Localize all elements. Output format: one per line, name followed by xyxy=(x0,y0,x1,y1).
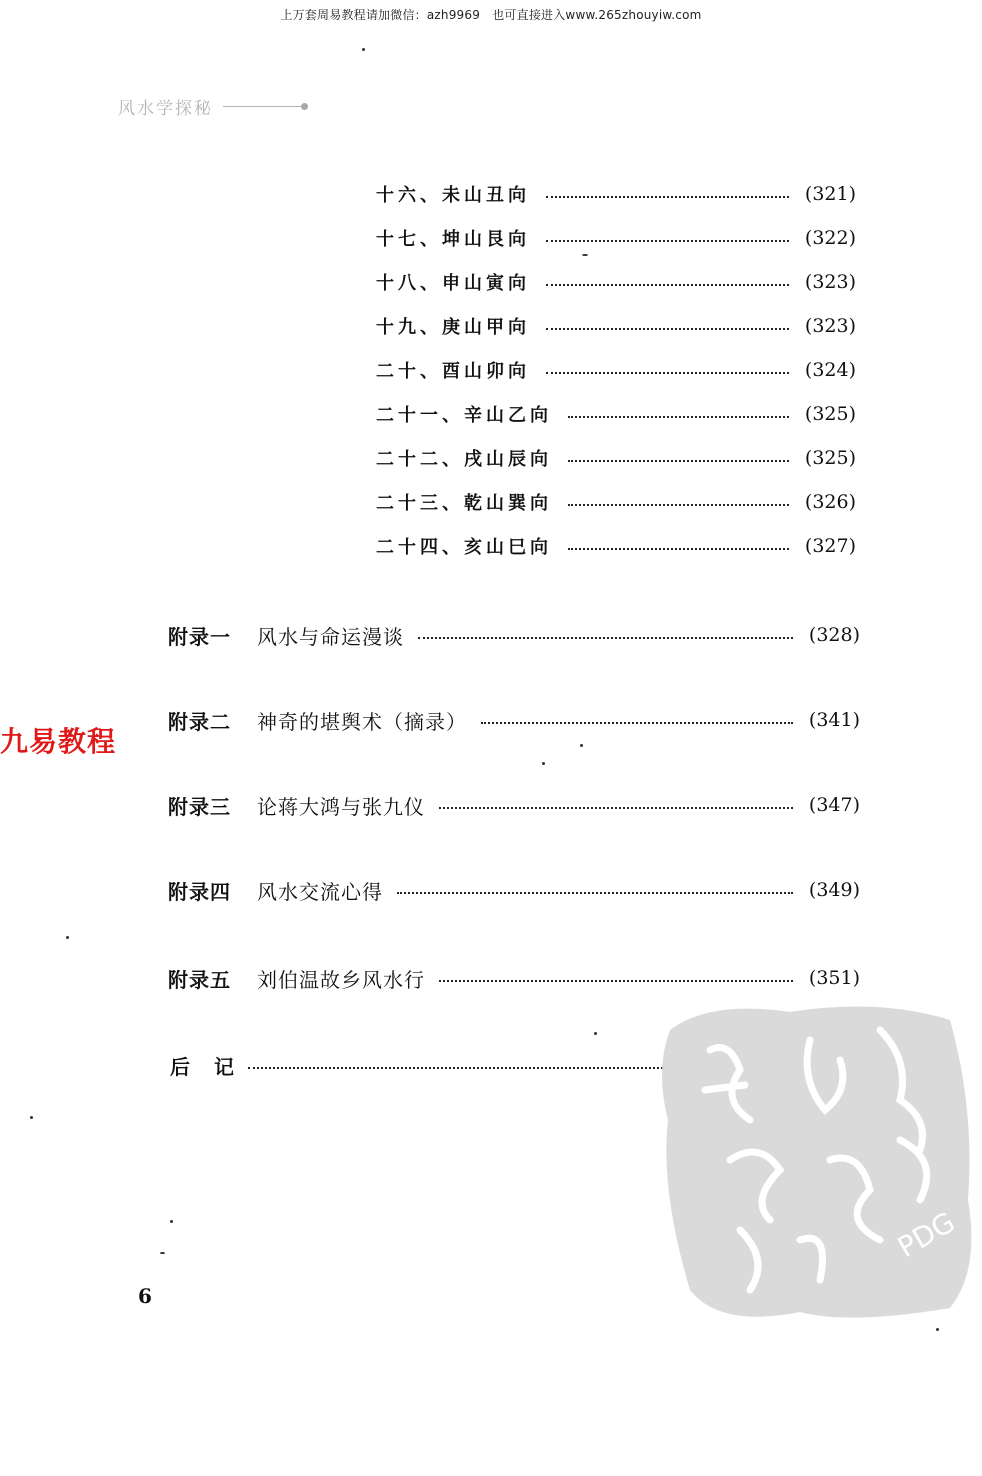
dot-leader xyxy=(568,548,789,550)
toc-entry-page: (325) xyxy=(804,403,856,425)
scan-speck xyxy=(160,1252,165,1254)
site-label: 九易教程 xyxy=(0,725,117,758)
dot-leader xyxy=(439,980,793,982)
toc-entry[interactable] xyxy=(376,311,856,341)
top-banner: 上万套周易教程请加微信：azh9969 也可直接进入www.265zhouyiw.com xyxy=(280,8,702,22)
afterword-label: 后记 xyxy=(170,1054,258,1079)
toc-entry[interactable] xyxy=(376,223,856,253)
appendix-title: 论蒋大鸿与张九仪 xyxy=(257,794,425,819)
toc-appendix[interactable] xyxy=(168,620,860,650)
running-head xyxy=(118,94,303,119)
appendix-title: 神奇的堪舆术（摘录） xyxy=(257,709,467,734)
dot-leader xyxy=(546,328,789,330)
running-head-title: 风水学探秘 xyxy=(118,99,213,119)
toc-entry[interactable] xyxy=(376,443,856,473)
appendix-title: 刘伯温故乡风水行 xyxy=(257,967,425,992)
scan-speck xyxy=(66,936,69,939)
toc-entry-page: (322) xyxy=(804,227,856,249)
page-number: 6 xyxy=(138,1284,152,1308)
toc-entry-label: 二十、酉山卯向 xyxy=(376,361,530,382)
toc-entry-page: (327) xyxy=(804,535,856,557)
toc-appendix-label xyxy=(168,876,383,905)
scan-speck xyxy=(594,1032,597,1035)
toc-appendix-page: (351) xyxy=(808,967,860,989)
toc-entry-page: (325) xyxy=(804,447,856,469)
scan-speck xyxy=(30,1116,33,1119)
toc-entry[interactable] xyxy=(376,531,856,561)
seal-stamp-text: PDG xyxy=(892,1205,961,1265)
toc-appendix-page: (347) xyxy=(808,794,860,816)
toc-entry[interactable] xyxy=(376,399,856,429)
toc-appendix[interactable] xyxy=(168,875,860,905)
toc-appendix-page: (349) xyxy=(808,879,860,901)
toc-entry[interactable] xyxy=(376,355,856,385)
scan-speck xyxy=(580,744,583,747)
appendix-title: 风水与命运漫谈 xyxy=(257,624,404,649)
toc-appendix-page: (341) xyxy=(808,709,860,731)
appendix-number: 附录四 xyxy=(168,879,231,904)
toc-entry-page: (323) xyxy=(804,271,856,293)
toc-entry[interactable] xyxy=(376,487,856,517)
running-head-ornament xyxy=(223,106,303,107)
toc-entry-page: (326) xyxy=(804,491,856,513)
toc-appendix-label xyxy=(168,621,404,650)
toc-entry-page: (324) xyxy=(804,359,856,381)
seal-stamp xyxy=(650,990,980,1330)
toc-appendix[interactable] xyxy=(168,790,860,820)
appendix-title: 风水交流心得 xyxy=(257,879,383,904)
toc-entry-page: (321) xyxy=(804,183,856,205)
dot-leader xyxy=(568,504,789,506)
toc-entry-label: 十八、申山寅向 xyxy=(376,273,530,294)
dot-leader xyxy=(568,416,789,418)
toc-entry-label: 二十四、亥山巳向 xyxy=(376,537,552,558)
dot-leader xyxy=(439,807,793,809)
toc-appendix[interactable] xyxy=(168,963,860,993)
toc-entry-label: 十六、未山丑向 xyxy=(376,185,530,206)
toc-appendix-label xyxy=(168,964,425,993)
dot-leader xyxy=(546,372,789,374)
dot-leader xyxy=(546,284,789,286)
toc-entry[interactable] xyxy=(376,179,856,209)
dot-leader xyxy=(568,460,789,462)
toc-entry-label: 二十二、戌山辰向 xyxy=(376,449,552,470)
scan-speck xyxy=(170,1220,173,1223)
scan-speck xyxy=(362,48,365,51)
appendix-number: 附录一 xyxy=(168,624,231,649)
toc-entry-label: 二十一、辛山乙向 xyxy=(376,405,552,426)
toc-appendix[interactable] xyxy=(168,705,860,735)
toc-entry-page: (323) xyxy=(804,315,856,337)
appendix-number: 附录五 xyxy=(168,967,231,992)
toc-appendix-label xyxy=(168,706,467,735)
toc-appendix-label xyxy=(168,791,425,820)
dot-leader xyxy=(418,637,793,639)
appendix-number: 附录三 xyxy=(168,794,231,819)
scan-speck xyxy=(936,1328,939,1331)
scan-speck xyxy=(542,762,545,765)
dot-leader xyxy=(397,892,793,894)
toc-entry-label: 十七、坤山艮向 xyxy=(376,229,530,250)
toc-appendix-page: (328) xyxy=(808,624,860,646)
scan-speck xyxy=(582,254,588,256)
toc-entry-label: 十九、庚山甲向 xyxy=(376,317,530,338)
toc-entry-label: 二十三、乾山巽向 xyxy=(376,493,552,514)
dot-leader xyxy=(546,240,789,242)
dot-leader xyxy=(481,722,793,724)
dot-leader xyxy=(546,196,789,198)
appendix-number: 附录二 xyxy=(168,709,231,734)
toc-entry[interactable] xyxy=(376,267,856,297)
